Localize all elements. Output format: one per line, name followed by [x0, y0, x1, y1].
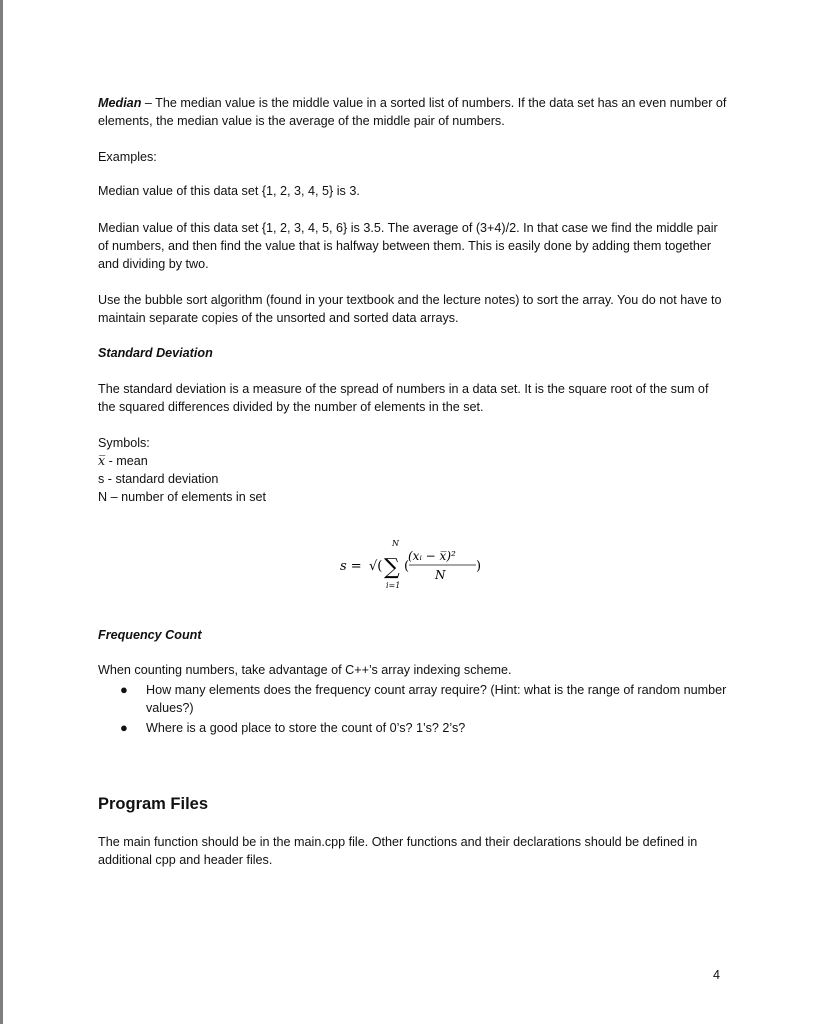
- median-example-1: Median value of this data set {1, 2, 3, 4, 5} is 3.: [98, 184, 360, 198]
- symbol-s: s: [98, 472, 105, 486]
- bullet-icon: ●: [120, 720, 128, 735]
- program-files-heading: Program Files: [98, 795, 209, 813]
- formula-sqrt: √(: [369, 559, 383, 574]
- list-item-text: Where is a good place to store the count of 0’s? 1’s? 2’s?: [146, 721, 466, 735]
- symbols-label: Symbols:: [98, 436, 150, 450]
- examples-label: Examples:: [98, 150, 157, 164]
- symbol-row-stddev: [98, 470, 218, 488]
- program-files-text: The main function should be in the main.cpp file. Other functions and their declarations should be defined in additional cpp and header files.: [98, 835, 698, 867]
- list-item: [98, 681, 738, 717]
- formula-sigma: ∑: [384, 555, 400, 580]
- std-dev-description: The standard deviation is a measure of the spread of numbers in a data set. It is the square root of the sum of the squared differences divided by the number of elements in the set.: [98, 382, 709, 414]
- list-item: [98, 719, 738, 737]
- symbol-s-meaning: - standard deviation: [104, 472, 219, 486]
- median-paragraph: [98, 94, 728, 130]
- std-dev-heading: Standard Deviation: [98, 346, 213, 360]
- formula-denominator: N: [435, 568, 446, 582]
- symbol-row-n: [98, 488, 266, 506]
- bullet-icon: ●: [120, 682, 128, 697]
- median-term: Median: [98, 96, 142, 110]
- symbol-mean-meaning: - mean: [105, 454, 148, 468]
- list-item-text: How many elements does the frequency count array require? (Hint: what is the range of random number values?): [146, 683, 727, 715]
- frequency-heading: Frequency Count: [98, 628, 202, 642]
- median-example-2: Median value of this data set {1, 2, 3, 4, 5, 6} is 3.5. The average of (3+4)/2. In that case we find the middle pair of numbers, and then find the value that is halfway between them. This is easily done by adding them together and dividing by two.: [98, 221, 718, 271]
- formula-upper-limit: N: [392, 539, 399, 548]
- symbol-n: N: [98, 490, 108, 504]
- median-definition: – The median value is the middle value in a sorted list of numbers. If the data set has an even number of elements, the median value is the average of the middle pair of numbers.: [98, 96, 727, 128]
- page-number: 4: [713, 968, 721, 982]
- frequency-bullet-list: [98, 681, 738, 739]
- frequency-intro: When counting numbers, take advantage of C++’s array indexing scheme.: [98, 663, 512, 677]
- formula-close-paren: ): [476, 559, 482, 574]
- formula-numerator: (xᵢ − x̅)²: [408, 549, 456, 563]
- symbol-mean: x̅: [98, 453, 106, 468]
- symbol-n-meaning: – number of elements in set: [107, 490, 267, 504]
- std-dev-formula: [340, 536, 500, 592]
- formula-open-paren: (: [404, 559, 410, 574]
- bubble-sort-note: Use the bubble sort algorithm (found in your textbook and the lecture notes) to sort the array. You do not have to maintain separate copies of the unsorted and sorted data arrays.: [98, 293, 722, 325]
- formula-lower-limit: i=1: [386, 581, 401, 590]
- symbol-row-mean: [98, 452, 148, 470]
- formula-lhs: s =: [340, 559, 362, 574]
